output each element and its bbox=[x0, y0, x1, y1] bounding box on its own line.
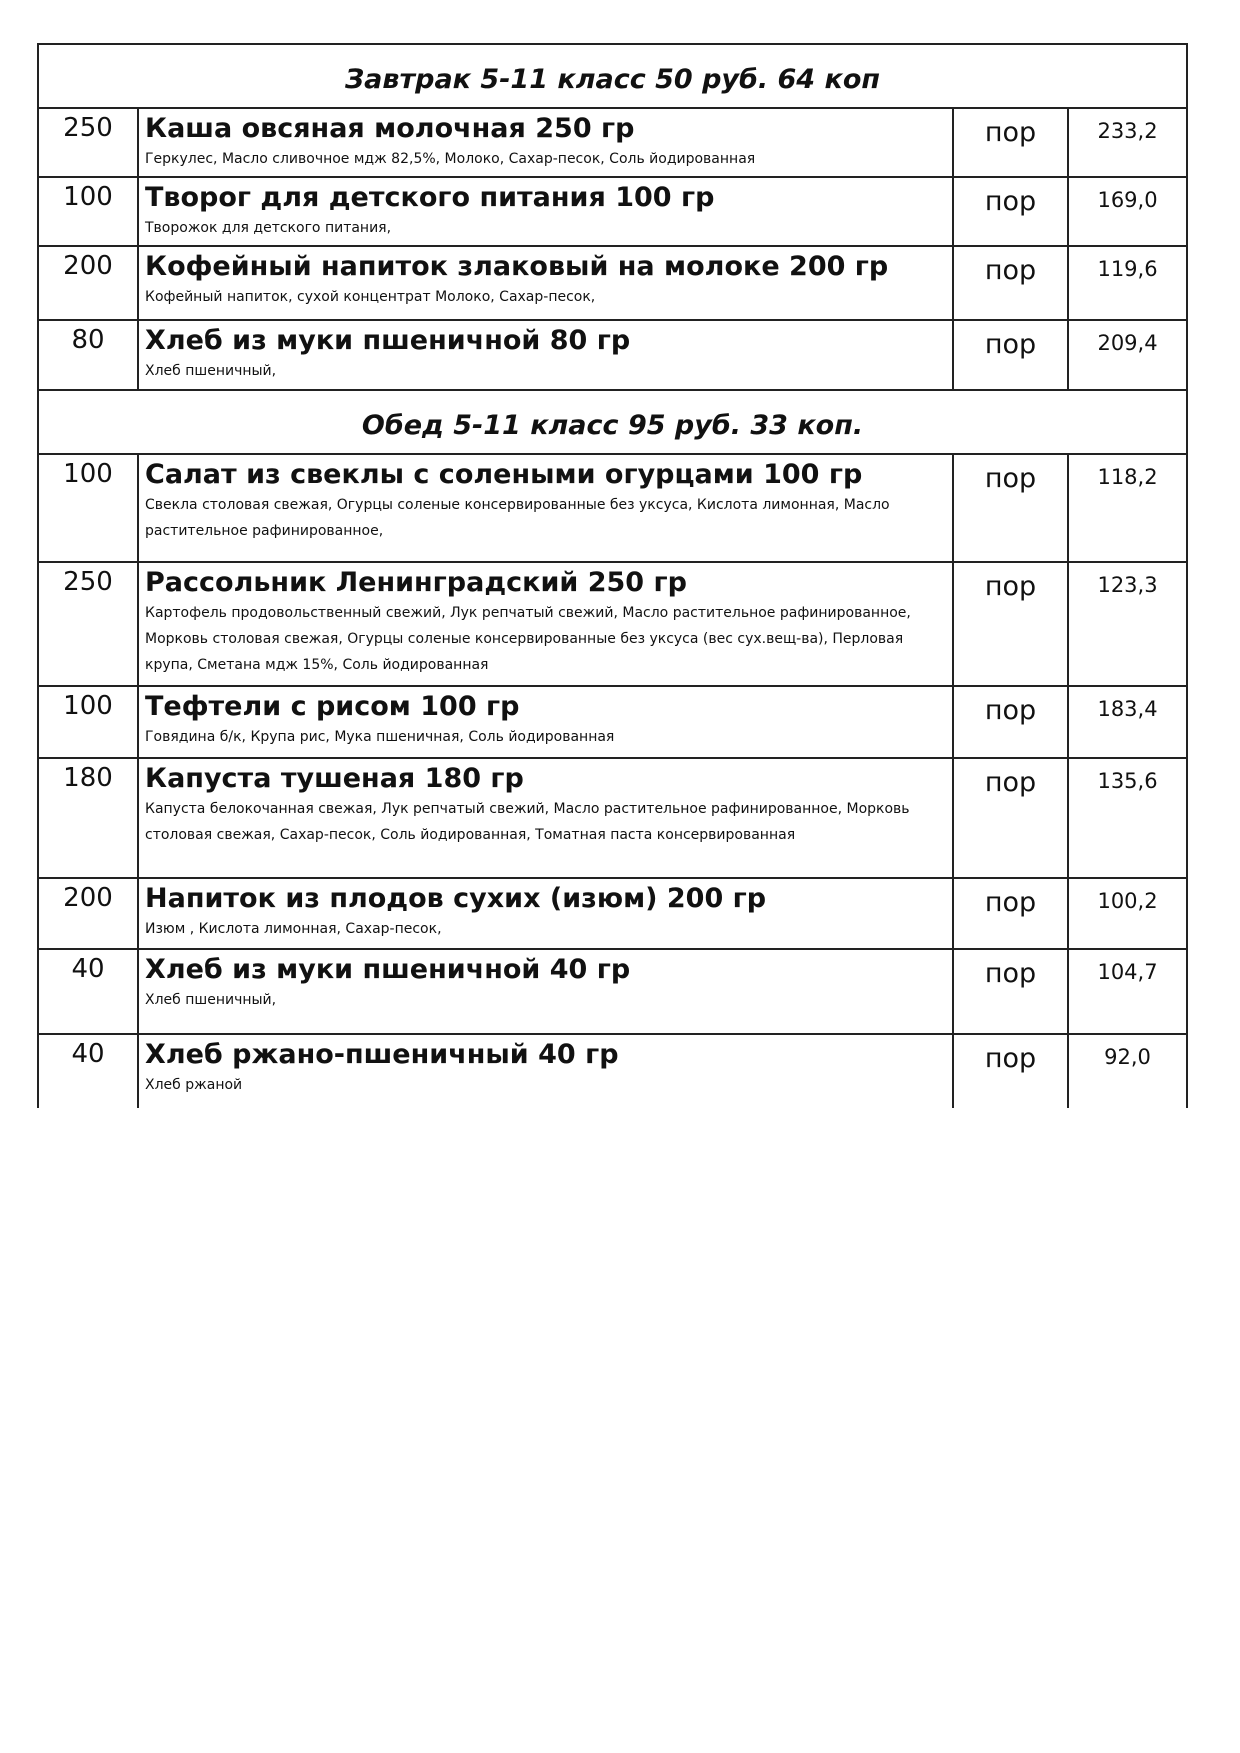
dish-name: Рассольник Ленинградский 250 гр bbox=[145, 567, 687, 598]
item-price: 100,2 bbox=[1068, 878, 1187, 949]
section-title: Завтрак 5-11 класс 50 руб. 64 коп bbox=[38, 44, 1187, 108]
menu-row bbox=[38, 686, 1187, 758]
item-description bbox=[138, 454, 953, 562]
section-header-breakfast bbox=[38, 44, 1187, 108]
dish-ingredients: Изюм , Кислота лимонная, Сахар-песок, bbox=[145, 921, 442, 937]
item-unit: пор bbox=[953, 562, 1068, 686]
item-unit: пор bbox=[953, 320, 1068, 390]
dish-ingredients: Картофель продовольственный свежий, Лук репчатый свежий, Масло растительное рафинированное, Морковь столовая свежая, Огурцы соленые консервированные без уксуса (вес сух.вещ-ва), Перловая крупа, Сметана мдж 15%, Соль йодированная bbox=[145, 605, 911, 673]
dish-name: Тефтели с рисом 100 гр bbox=[145, 691, 520, 722]
menu-row bbox=[38, 320, 1187, 390]
dish-name: Салат из свеклы с солеными огурцами 100 гр bbox=[145, 459, 863, 490]
item-description bbox=[138, 177, 953, 246]
item-price: 135,6 bbox=[1068, 758, 1187, 878]
section-header-lunch bbox=[38, 390, 1187, 454]
item-price: 104,7 bbox=[1068, 949, 1187, 1034]
section-title: Обед 5-11 класс 95 руб. 33 коп. bbox=[38, 390, 1187, 454]
dish-ingredients: Свекла столовая свежая, Огурцы соленые консервированные без уксуса, Кислота лимонная, Масло растительное рафинированное, bbox=[145, 497, 890, 539]
item-weight: 200 bbox=[38, 878, 138, 949]
menu-row bbox=[38, 177, 1187, 246]
item-weight: 40 bbox=[38, 949, 138, 1034]
dish-ingredients: Капуста белокочанная свежая, Лук репчатый свежий, Масло растительное рафинированное, Морковь столовая свежая, Сахар-песок, Соль йодированная, Томатная паста консервированная bbox=[145, 801, 910, 843]
dish-name: Хлеб из муки пшеничной 40 гр bbox=[145, 954, 631, 985]
item-weight: 80 bbox=[38, 320, 138, 390]
dish-ingredients: Хлеб ржаной bbox=[145, 1077, 243, 1093]
menu-row bbox=[38, 454, 1187, 562]
menu-row bbox=[38, 246, 1187, 320]
item-price: 209,4 bbox=[1068, 320, 1187, 390]
item-price: 123,3 bbox=[1068, 562, 1187, 686]
menu-table bbox=[37, 43, 1188, 1108]
item-unit: пор bbox=[953, 686, 1068, 758]
item-weight: 100 bbox=[38, 177, 138, 246]
item-unit: пор bbox=[953, 1034, 1068, 1108]
item-price: 119,6 bbox=[1068, 246, 1187, 320]
dish-name: Хлеб ржано-пшеничный 40 гр bbox=[145, 1039, 619, 1070]
item-price: 118,2 bbox=[1068, 454, 1187, 562]
dish-name: Кофейный напиток злаковый на молоке 200 гр bbox=[145, 251, 889, 282]
item-weight: 180 bbox=[38, 758, 138, 878]
menu-row bbox=[38, 562, 1187, 686]
item-unit: пор bbox=[953, 246, 1068, 320]
item-weight: 100 bbox=[38, 686, 138, 758]
dish-ingredients: Геркулес, Масло сливочное мдж 82,5%, Молоко, Сахар-песок, Соль йодированная bbox=[145, 151, 756, 167]
menu-row bbox=[38, 758, 1187, 878]
dish-ingredients: Хлеб пшеничный, bbox=[145, 363, 277, 379]
dish-ingredients: Творожок для детского питания, bbox=[145, 220, 392, 236]
item-weight: 250 bbox=[38, 562, 138, 686]
item-description bbox=[138, 562, 953, 686]
item-description bbox=[138, 320, 953, 390]
menu-row bbox=[38, 1034, 1187, 1108]
item-unit: пор bbox=[953, 108, 1068, 177]
item-unit: пор bbox=[953, 177, 1068, 246]
item-price: 233,2 bbox=[1068, 108, 1187, 177]
item-description bbox=[138, 758, 953, 878]
dish-ingredients: Кофейный напиток, сухой концентрат Молоко, Сахар-песок, bbox=[145, 289, 596, 305]
item-weight: 40 bbox=[38, 1034, 138, 1108]
item-price: 169,0 bbox=[1068, 177, 1187, 246]
dish-name: Хлеб из муки пшеничной 80 гр bbox=[145, 325, 631, 356]
item-description bbox=[138, 246, 953, 320]
dish-name: Капуста тушеная 180 гр bbox=[145, 763, 524, 794]
dish-name: Творог для детского питания 100 гр bbox=[145, 182, 715, 213]
dish-ingredients: Говядина б/к, Крупа рис, Мука пшеничная, Соль йодированная bbox=[145, 729, 615, 745]
dish-name: Каша овсяная молочная 250 гр bbox=[145, 113, 635, 144]
item-unit: пор bbox=[953, 454, 1068, 562]
dish-ingredients: Хлеб пшеничный, bbox=[145, 992, 277, 1008]
item-weight: 100 bbox=[38, 454, 138, 562]
dish-name: Напиток из плодов сухих (изюм) 200 гр bbox=[145, 883, 767, 914]
menu-row bbox=[38, 878, 1187, 949]
item-unit: пор bbox=[953, 878, 1068, 949]
item-price: 92,0 bbox=[1068, 1034, 1187, 1108]
menu-row bbox=[38, 108, 1187, 177]
item-description bbox=[138, 878, 953, 949]
item-description bbox=[138, 108, 953, 177]
item-weight: 200 bbox=[38, 246, 138, 320]
menu-row bbox=[38, 949, 1187, 1034]
item-description bbox=[138, 686, 953, 758]
item-description bbox=[138, 949, 953, 1034]
item-price: 183,4 bbox=[1068, 686, 1187, 758]
item-weight: 250 bbox=[38, 108, 138, 177]
item-unit: пор bbox=[953, 758, 1068, 878]
item-description bbox=[138, 1034, 953, 1108]
item-unit: пор bbox=[953, 949, 1068, 1034]
